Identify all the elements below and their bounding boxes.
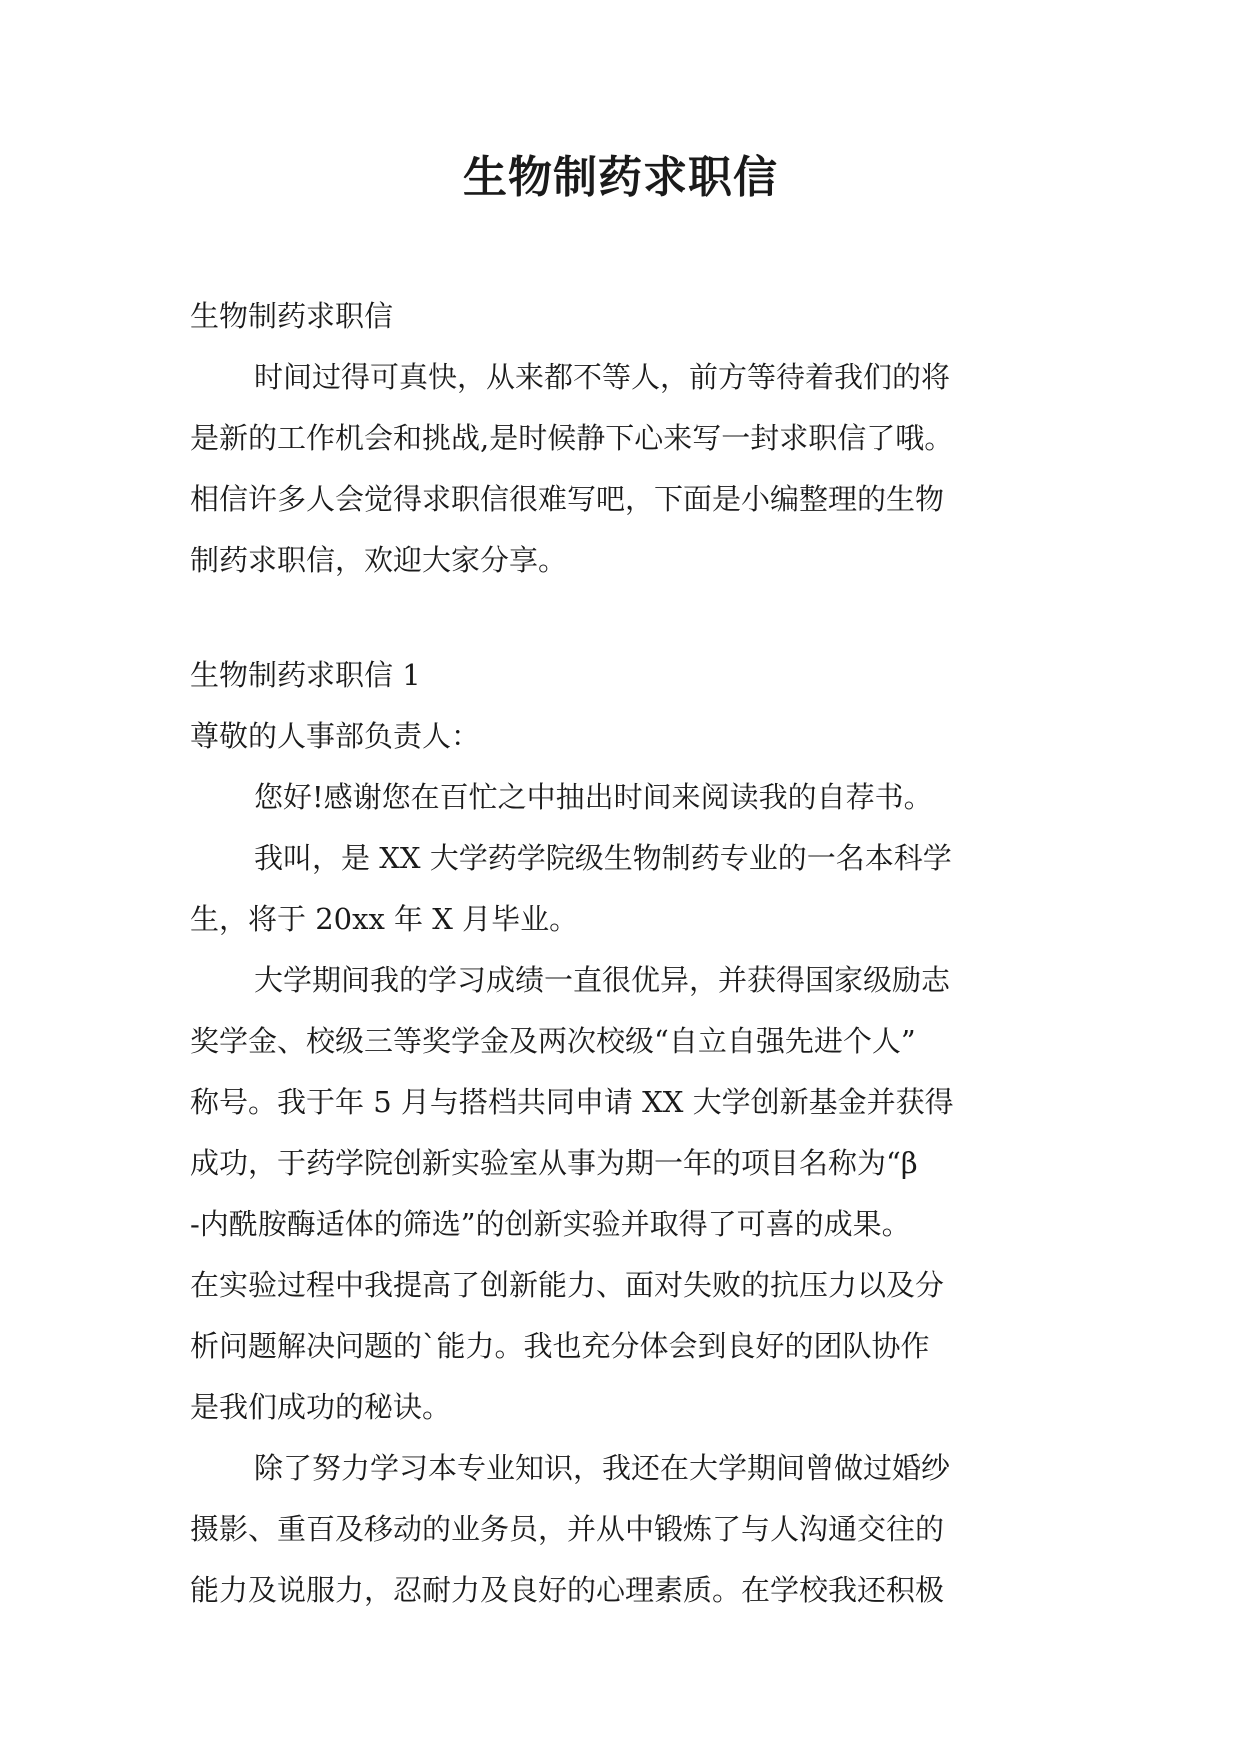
- text-line: 生，将于 20xx 年 X 月毕业。: [190, 902, 579, 936]
- document-body: [190, 286, 1048, 1621]
- intro-heading: 生物制药求职信: [190, 299, 394, 333]
- text-line: 我叫，是 XX 大学药学院级生物制药专业的一名本科学: [254, 841, 952, 875]
- intro-paragraph: [190, 347, 1048, 591]
- text-line: 析问题解决问题的`能力。我也充分体会到良好的团队协作: [190, 1329, 930, 1363]
- paragraph-studies: [190, 950, 1048, 1438]
- text-line: 是我们成功的秘诀。: [190, 1390, 452, 1424]
- section-heading: 生物制药求职信 1: [190, 658, 421, 692]
- text-line: 制药求职信，欢迎大家分享。: [190, 543, 568, 577]
- text-line: 除了努力学习本专业知识，我还在大学期间曾做过婚纱: [254, 1451, 951, 1485]
- text-line: 时间过得可真快，从来都不等人，前方等待着我们的将: [254, 360, 951, 394]
- text-line: 成功，于药学院创新实验室从事为期一年的项目名称为“β: [190, 1146, 918, 1180]
- text-line: 大学期间我的学习成绩一直很优异，并获得国家级励志: [254, 963, 951, 997]
- text-line: -内酰胺酶适体的筛选”的创新实验并取得了可喜的成果。: [190, 1207, 911, 1241]
- paragraph-introduction: [190, 828, 1048, 950]
- text-line: 称号。我于年 5 月与搭档共同申请 XX 大学创新基金并获得: [190, 1085, 954, 1119]
- document-title: 生物制药求职信: [463, 152, 778, 203]
- paragraph-greeting: [190, 767, 1048, 828]
- text-line: 奖学金、校级三等奖学金及两次校级“自立自强先进个人”: [190, 1024, 916, 1058]
- text-line: 摄影、重百及移动的业务员，并从中锻炼了与人沟通交往的: [190, 1512, 945, 1546]
- text-line: 能力及说服力，忍耐力及良好的心理素质。在学校我还积极: [190, 1573, 945, 1607]
- spacer: [190, 591, 1048, 645]
- text-line: 您好!感谢您在百忙之中抽出时间来阅读我的自荐书。: [254, 780, 933, 814]
- text-line: 相信许多人会觉得求职信很难写吧，下面是小编整理的生物: [190, 482, 945, 516]
- text-line: 是新的工作机会和挑战,是时候静下心来写一封求职信了哦。: [190, 421, 954, 455]
- salutation: 尊敬的人事部负责人：: [190, 719, 481, 753]
- paragraph-experience: [190, 1438, 1048, 1621]
- text-line: 在实验过程中我提高了创新能力、面对失败的抗压力以及分: [190, 1268, 945, 1302]
